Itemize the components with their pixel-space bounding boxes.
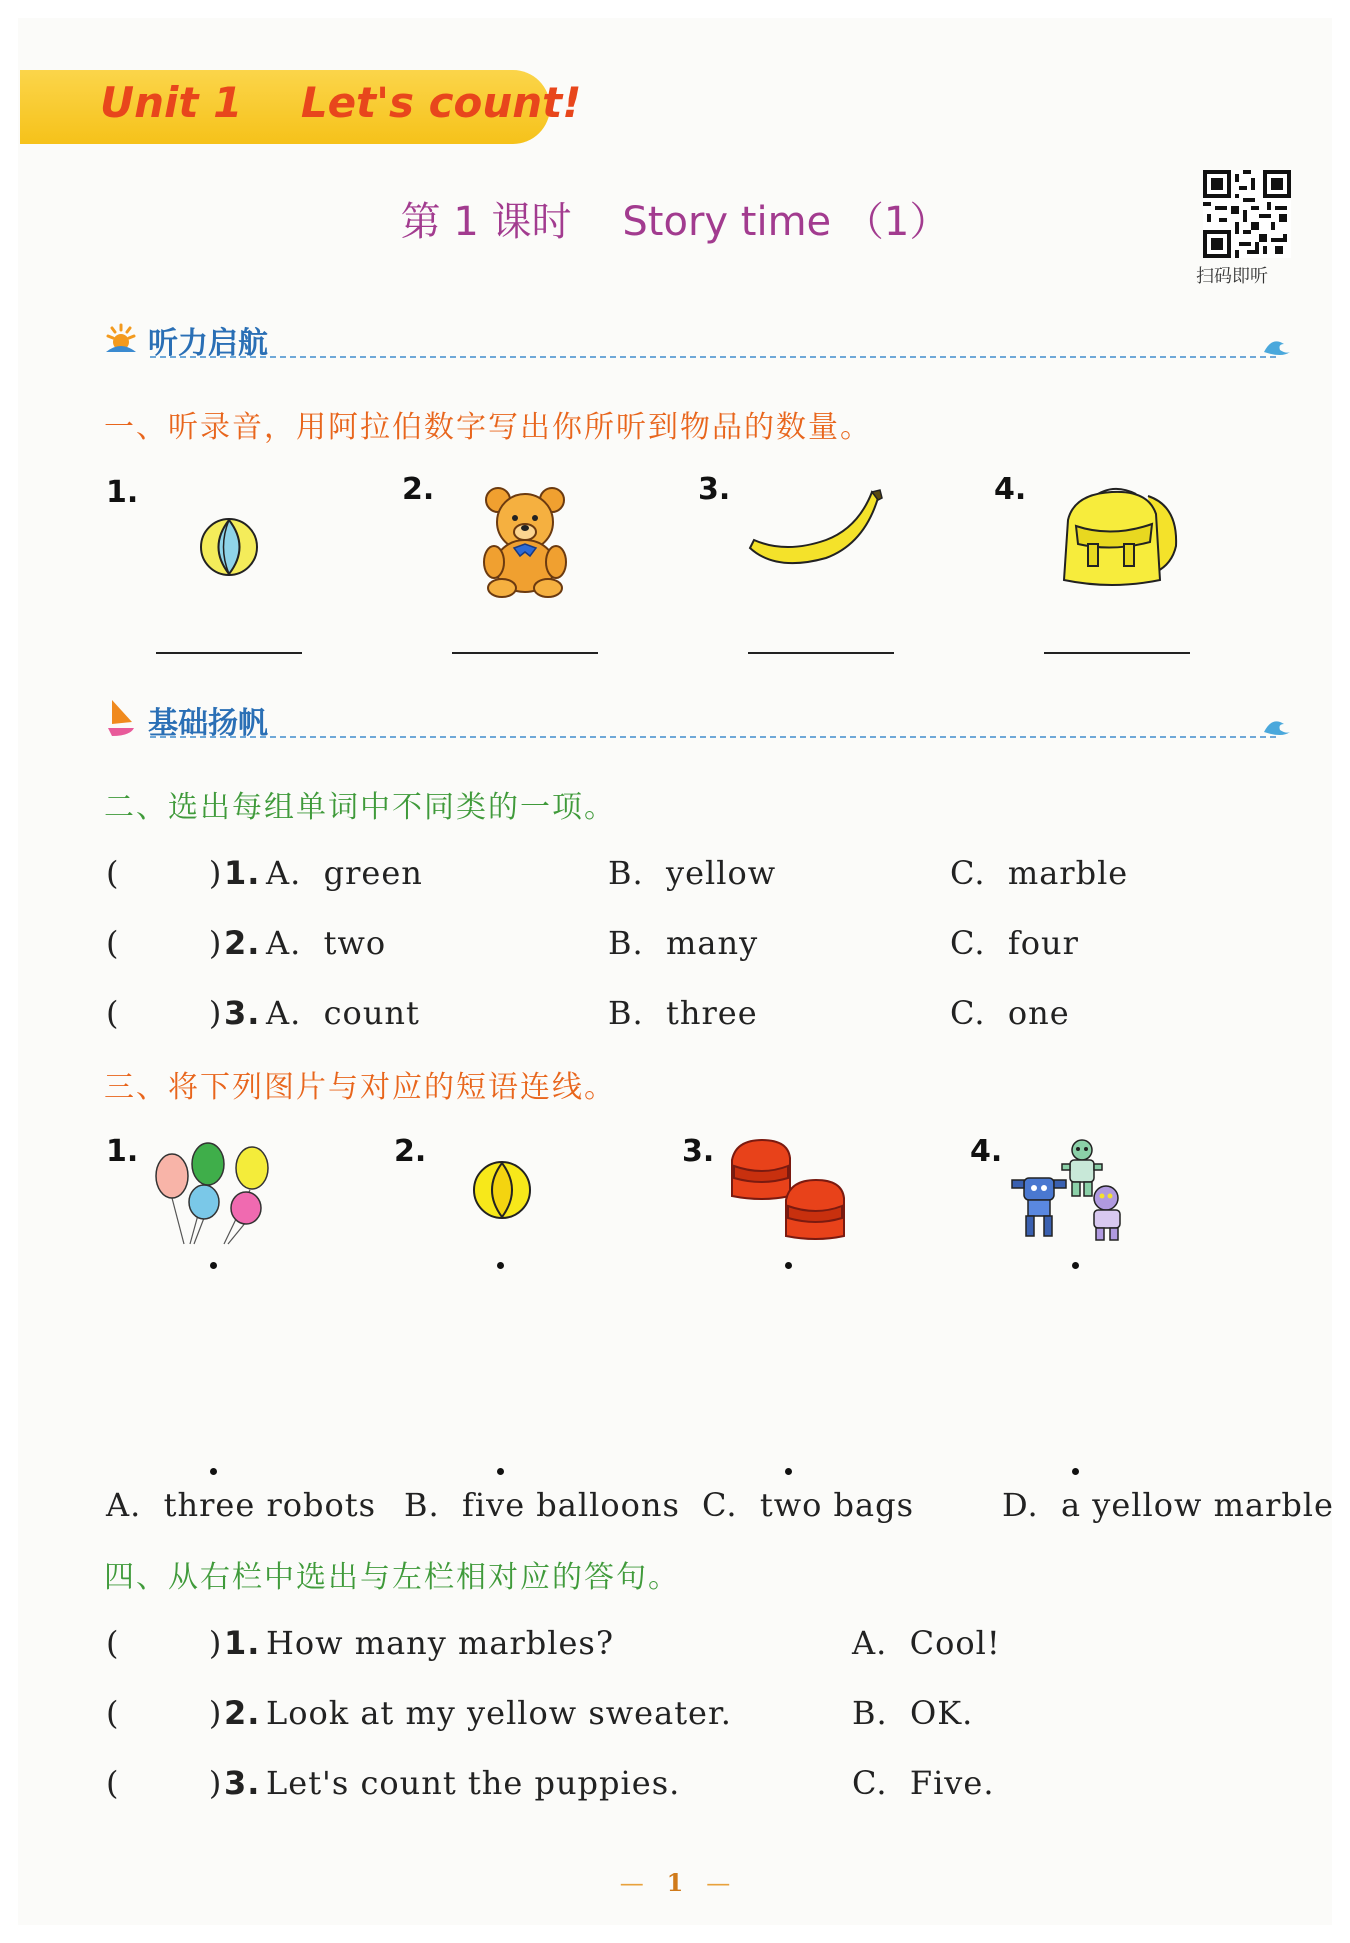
- backpack-icon: [1052, 480, 1184, 592]
- qr-code-icon[interactable]: [1203, 170, 1291, 258]
- option-a: A. two: [266, 924, 387, 962]
- item-number: 1.: [106, 475, 139, 510]
- row-number: 2.: [224, 924, 261, 962]
- item-number: 3.: [682, 1134, 715, 1169]
- match-dot[interactable]: [785, 1262, 792, 1269]
- match-dot[interactable]: [1072, 1468, 1079, 1475]
- left-sentence: Look at my yellow sweater.: [266, 1694, 732, 1732]
- match-dot[interactable]: [497, 1468, 504, 1475]
- answer-paren[interactable]: ( ): [106, 924, 223, 962]
- wave-icon: [1262, 714, 1292, 738]
- robots-icon: [1010, 1138, 1140, 1244]
- right-response: B. OK.: [852, 1694, 974, 1732]
- lesson-title: 第 1 课时 Story time （1）: [400, 199, 950, 245]
- page-number: 1: [666, 1868, 684, 1897]
- page-footer: [0, 1868, 1350, 1897]
- teddy-bear-icon: [478, 480, 572, 598]
- left-sentence: Let's count the puppies.: [266, 1764, 681, 1802]
- question-3-title: 三、将下列图片与对应的短语连线。: [104, 1070, 616, 1105]
- answer-blank[interactable]: [748, 652, 894, 654]
- row-number: 1.: [224, 1624, 261, 1662]
- question-4-title: 四、从右栏中选出与左栏相对应的答句。: [104, 1560, 680, 1595]
- sailboat-icon: [104, 698, 138, 738]
- section-divider: [150, 356, 1276, 358]
- match-dot[interactable]: [210, 1262, 217, 1269]
- question-2-title: 二、选出每组单词中不同类的一项。: [104, 790, 616, 825]
- wave-icon: [1262, 334, 1292, 358]
- answer-paren[interactable]: ( ): [106, 1764, 223, 1802]
- right-response: A. Cool!: [852, 1624, 1001, 1662]
- option-b: B. yellow: [608, 854, 777, 892]
- row-number: 3.: [224, 1764, 261, 1802]
- phrase-d: D. a yellow marble: [1002, 1486, 1334, 1524]
- match-dot[interactable]: [210, 1468, 217, 1475]
- item-number: 2.: [402, 472, 435, 507]
- phrase-a: A. three robots: [106, 1486, 377, 1524]
- answer-blank[interactable]: [452, 652, 598, 654]
- option-c: C. four: [950, 924, 1079, 962]
- answer-paren[interactable]: ( ): [106, 1694, 223, 1732]
- phrase-c: C. two bags: [702, 1486, 915, 1524]
- question-1-title: 一、听录音，用阿拉伯数字写出你所听到物品的数量。: [104, 410, 872, 445]
- row-number: 3.: [224, 994, 261, 1032]
- footer-dash: —: [619, 1869, 644, 1897]
- item-number: 4.: [970, 1134, 1003, 1169]
- balloons-icon: [150, 1140, 274, 1246]
- answer-paren[interactable]: ( ): [106, 854, 223, 892]
- option-b: B. many: [608, 924, 759, 962]
- row-number: 2.: [224, 1694, 261, 1732]
- banana-icon: [746, 488, 886, 584]
- right-response: C. Five.: [852, 1764, 995, 1802]
- unit-title: Unit 1 Let's count!: [100, 78, 582, 127]
- bags-icon: [728, 1136, 854, 1240]
- option-c: C. marble: [950, 854, 1129, 892]
- sun-icon: [104, 322, 138, 356]
- section-heading-basics: 基础扬帆: [148, 706, 268, 741]
- option-b: B. three: [608, 994, 758, 1032]
- answer-paren[interactable]: ( ): [106, 1624, 223, 1662]
- row-number: 1.: [224, 854, 261, 892]
- option-a: A. count: [266, 994, 420, 1032]
- qr-label: 扫码即听: [1196, 266, 1268, 287]
- section-heading-listening: 听力启航: [148, 326, 268, 361]
- marble-icon: [196, 515, 262, 579]
- item-number: 4.: [994, 472, 1027, 507]
- option-a: A. green: [266, 854, 423, 892]
- answer-blank[interactable]: [1044, 652, 1190, 654]
- answer-paren[interactable]: ( ): [106, 994, 223, 1032]
- option-c: C. one: [950, 994, 1070, 1032]
- match-dot[interactable]: [1072, 1262, 1079, 1269]
- footer-dash: —: [706, 1869, 731, 1897]
- item-number: 2.: [394, 1134, 427, 1169]
- match-dot[interactable]: [785, 1468, 792, 1475]
- section-divider: [150, 736, 1276, 738]
- match-dot[interactable]: [497, 1262, 504, 1269]
- answer-blank[interactable]: [156, 652, 302, 654]
- item-number: 1.: [106, 1134, 139, 1169]
- yellow-marble-icon: [470, 1158, 534, 1222]
- item-number: 3.: [698, 472, 731, 507]
- left-sentence: How many marbles?: [266, 1624, 614, 1662]
- phrase-b: B. five balloons: [404, 1486, 680, 1524]
